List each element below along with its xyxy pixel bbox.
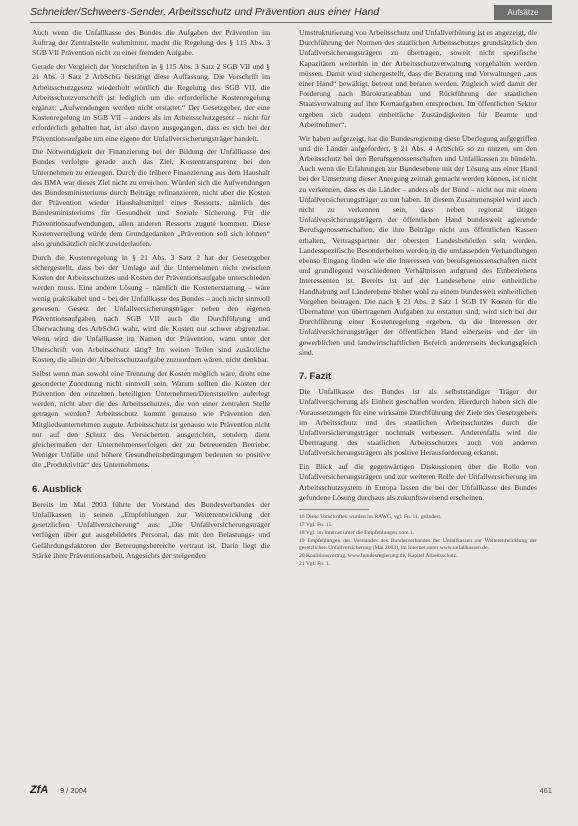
footnote: 19 Empfehlungen des Vorstandes des Bundesverbandes der Unfallkassen zur Weiterentwicklung der gesetzlichen Unfallversicherung (Mai 2003), im Internet unter www.unfallkassen.de. xyxy=(299,537,537,551)
footnote: 21 Vgl. Fn. 1. xyxy=(299,560,330,567)
page-number: 461 xyxy=(539,786,552,795)
issue-number: 9 / 2004 xyxy=(60,786,88,795)
footnote: 18 Vgl. im Internet unter die Empfehlungen vom 1. xyxy=(299,529,415,536)
section-heading-fazit: 7. Fazit xyxy=(299,371,332,382)
footnote: 20 Koalitionsvertrag, www.bundesregierung.de, Kapitel Arbeitsschutz. xyxy=(299,552,458,559)
right-column xyxy=(299,28,537,783)
paragraph: Durch die Kostenregelung in § 21 Abs. 3 Satz 2 hat der Gesetzgeber sichergestellt, dass bei der Umlage auf die Unternehmen nicht zwischen Kosten der Arbeitsschutzes und Kosten der Präventionsaufgabe unterschieden werden muss. Eine andere Lösung – nämlich die Kostenerstattung – wäre wenig praktikabel und – bei der Unfallkasse des Bundes – auch nicht sinnvoll gewesen. Gesetz der Unfallversicherungsträger neben den eigenen Präventionsaufgaben nach SGB VII auch die Durchführung und Überwachung des ArbSchG wahr, wird die Kosten nur schwer abgrenzbar. Wenn wird die Unfallkasse im Namen der Prävention, wann unter der Überschrift von Arbeitsschutz tätig? Im weiten Teilen sind zusätzliche Kosten, die allein der Arbeitsschutzaufgabe zuzuordnen wären, nicht denkbar. xyxy=(32,252,270,364)
page-footer xyxy=(30,780,552,802)
paragraph: Bereits im Mai 2003 führte der Vorstand des Bundesverbandes der Unfallkassen in seinen „Empfehlungen zur Weiterentwicklung der gesetzlichen Unfallversicherung“ aus: „Die Unfallversicherungsträger verfügen über gut ausgebildetes Personal, das mit den Belastungs- und Gefährdungsfaktoren der Betreuungsbereiche vertraut ist. Darin liegt die Stärke ihrer Präventionsarbeit. Angesichts der steigenden xyxy=(32,499,270,560)
paragraph: Auch wenn die Unfallkasse des Bundes die Aufgaben der Prävention im Auftrag der Zentralstelle wahrnimmt, macht die Regelung des § 115 Abs. 3 SGB VII Prävention nicht zu einer fremden Aufgabe. xyxy=(32,28,270,58)
paragraph: Ein Blick auf die gegenwärtigen Diskussionen über die Rolle von Unfallversicherungsträgern und zur weiteren Rolle der Unfallversicherung im Arbeitsschutzsystem in Europa lassen die bei der Unfallkasse des Bundes gefundene Lösung durchaus als zukunftsweisend erscheinen. xyxy=(299,462,537,502)
paragraph: Wir haben aufgezeigt, hat die Bundesregierung diese Überlegung aufgegriffen und die Länder aufgefordert, § 21 Abs. 4 ArbSchG so zu nutzen, um den Arbeitsschutz bei den Berufsgenossenschaften und Unfallkassen zu bündeln. Auch wenn die Erfahrungen zur Bundesebene mit der Lösung aus einer Hand bei der Umsetzung dieser Anregung zeitnah gemacht werden können, ist nicht zu verkennen, dass es die Länder – anders als der Bund – nicht nur mit einem Unfallversicherungsträger zu tun haben. In diesem Zusammenspiel wird auch nicht zu verkennen sein, dass neben regional tätigen Unfallversicherungsträgern der öffentlichen Hand bundesweit agierende Berufsgenossenschaften, die ihre Beiträge nicht aus öffentlichen Kassen erhalten, Vertragspartner der obersten Landesbehörden sein werden. Landesspezifische Besonderheiten werden in die umfassenden Verhandlungen ebenso Eingang finden wie die Interessen von berufsgenossenschaften nicht und grundlegend verschiedenen Verhältnissen aufgrund des Einbeziehens Interessenten ist. Bereits ist auf der Landesebene eine einheitliche Handhabung auf Länderebene bisher wohl zu einem bundesweit einheitlichen Vorgehen beitragen. Die nach § 21 Abs. 2 Satz 1 SGB IV Kosten für die Übernahme von übertragenen Aufgaben zu erstatten sind, wird sich bei der Durchführung einer Kostenregelung ergeben, da die Interessen der Unfallversicherungsträger der öffentlichen Hand einerseits und der im gewerblichen und landwirtschaftlichen Bereich andererseits deckungsgleich sind. xyxy=(299,133,537,357)
section-heading-ausblick: 6. Ausblick xyxy=(32,483,82,495)
running-header xyxy=(30,5,552,23)
footnote: 16 Diese Vorschriften wurden im RAWG, vgl. Fn. 11, geändert. xyxy=(299,513,442,520)
footnote-rule xyxy=(299,509,369,512)
journal-logo: ZfA xyxy=(30,784,49,796)
running-header-title: Schneider/Schweers-Sender, Arbeitsschutz und Prävention aus einer Hand xyxy=(30,6,380,18)
footnote: 17 Vgl. Fn. 15. xyxy=(299,521,333,528)
section-badge: Aufsätze xyxy=(494,5,552,20)
footnotes xyxy=(299,514,537,568)
paragraph: Gerade der Vergleich der Vorschriften in § 115 Abs. 3 Satz 2 SGB VII und § 21 Abs. 3 Satz 2 ArbSchG bestätigt diese Auffassung. Die Vorschrift im Arbeitsschutzgesetz wiederholt wörtlich die Regelung des SGB VII, die Arbeitsschutzvorschrift ist lediglich um die erforderliche Kostenregelung ergänzt: „Aufwendungen werden nicht erstattet.“ Der Gesetzgeber, der eine Kostenregelung im SGB VII – anders als im Arbeitsschutzgesetz – nicht für erforderlich gehalten hat, ist also davon ausgegangen, dass es sich bei der Präventionsaufgabe um eine eigene der Unfallversicherungsträger handelt. xyxy=(32,62,270,143)
paragraph: Selbst wenn man sowohl eine Trennung der Kosten möglich wäre, droht eine gesonderte Zuordnung nicht sinnvoll sein. Warum sollten die Kosten der Prävention den einzelnen beteiligten Unternehmen/Dienststellen auferlegt werden, nicht aber die des Arbeitsschutzes, die von einer zentralen Stelle getragen werden? Arbeitsschutz kommt genauso wie Prävention den Mitgliedsunternehmen zugute. Arbeitsschutz ist genauso wie Prävention nicht nur auf den Schutz des Versicherten ausgerichtet, sondern dient gleichermaßen der Unternehmenserfolgen der zu betreuenden Betriebe. Weniger Unfälle und höhere Gesundheitsbedingungen bedeuten so positive die „Produktivität“ des Unternehmens. xyxy=(32,368,270,470)
paragraph: Die Unfallkasse des Bundes ist als selbstständiger Träger der Unfallversicherung als Einheit geschaffen worden. Hierdurch haben sich die Voraussetzungen für eine wirksame Durchführung der Ziele des Gesetzgebers im Arbeitsschutz und des staatlichen Arbeitsschutzes durch die Unfallversicherungsträger nochmals verbessert. Anderenfalls wird die Übertragung des staatlichen Arbeitsschutzes auch von anderen Unfallversicherungsträgern als positive Herausforderung erkannt. xyxy=(299,387,537,458)
paragraph: Die Notwendigkeit der Finanzierung bei der Bildung der Unfallkasse des Bundes verfolgte gerade auch das Ziel, Kostentransparenz bei den Unternehmen zu erzeugen. Durch die frühere Finanzierung aus dem Haushalt des BMA war dieses Ziel nicht zu erreichen. Würden sich die Aufwendungen des Bundesministeriums durch Beiträge refinanzieren, nicht aber die Kosten der Prävention wieder Haushaltsmittel eines Ressorts, nämlich des Bundesministeriums für Gesundheit und Soziale Sicherung. Für die Präventionsaufwendungen, allen anderen Ressorts zugute kommen. Diese Kostenverteilung würde dem Grundgedanken „Prävention soll sich lohnen“ also grundsätzlich nicht zuwiderlaufen. xyxy=(32,147,270,249)
paragraph: Umstrukturierung von Arbeitsschutz und Unfallverhütung ist es angezeigt, die Durchführung der Normen des staatlichen Arbeitsschutzes grundsätzlich den Unfallversicherungsträgern zu übertragen, soweit nicht spezifische Kapazitäten weiterhin in der Arbeitsschutzverwaltung vorgehalten werden müssen. Damit wird sichergestellt, dass die Beratung und Verwaltungen „aus einer Hand“ bewältigt, betreut und beraten werden. Zugleich wird damit der Forderung nach Bürokratieabbau und Rückführung der staatlichen Staatsverwaltung auf ihre Kernaufgaben entsprochen. Im öffentlichen Sektor ergeben sich zudem einheitliche Zuständigkeiten für Beamte und Arbeitnehmer“. xyxy=(299,28,537,129)
left-column xyxy=(32,28,270,778)
